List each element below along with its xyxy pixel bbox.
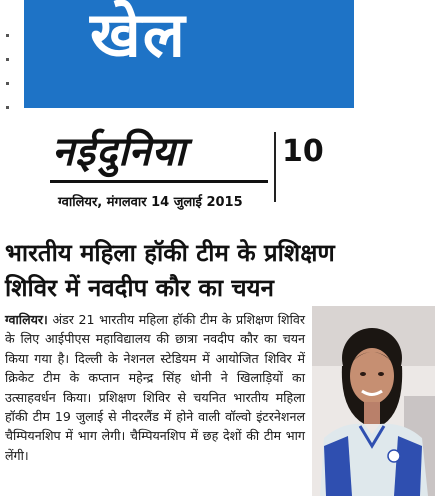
player-photo [312, 306, 435, 496]
section-label: खेल [90, 0, 187, 71]
margin-mark [6, 34, 9, 37]
headline-line-2: शिविर में नवदीप कौर का चयन [5, 274, 274, 302]
newspaper-logo: नईदुनिया [52, 129, 187, 175]
logo-underline [50, 180, 268, 183]
headline [5, 236, 435, 306]
article-paragraph-1: अंडर 21 भारतीय महिला हॉकी टीम के प्रशिक्षण शिविर के लिए आईपीएस महाविद्यालय की छात्रा नवदीप कौर का चयन किया गया है। दिल्ली के नेशनल स्टेडियम में आयोजित शिविर में क्रिकेट टीम के कप्तान महेन्द्र सिंह धोनी ने खिलाड़ियों का उत्साहवर्धन किया। [5, 312, 305, 405]
dateline: ग्वालियर, मंगलवार 14 जुलाई 2015 [58, 195, 243, 210]
margin-mark [6, 82, 9, 85]
player-photo-illustration [312, 306, 435, 496]
article-byline: ग्वालियर। [5, 312, 48, 327]
headline-line-1: भारतीय महिला हॉकी टीम के प्रशिक्षण [5, 239, 335, 267]
masthead-divider [274, 132, 276, 202]
margin-mark [6, 106, 9, 109]
article-body [5, 310, 305, 465]
article-paragraph-2: प्रशिक्षण शिविर से चयनित भारतीय महिला हॉकी टीम 19 जुलाई से नीदरलैंड में होने वाली वॉल्वो इंटरनेशनल चैम्पियनशिप में भाग लेगी। चैम्पियनशिप में छह देशों की टीम भाग लेंगी। [5, 389, 305, 463]
page-number: 10 [282, 134, 324, 169]
masthead [40, 130, 430, 220]
margin-mark [6, 58, 9, 61]
section-banner [24, 0, 354, 108]
